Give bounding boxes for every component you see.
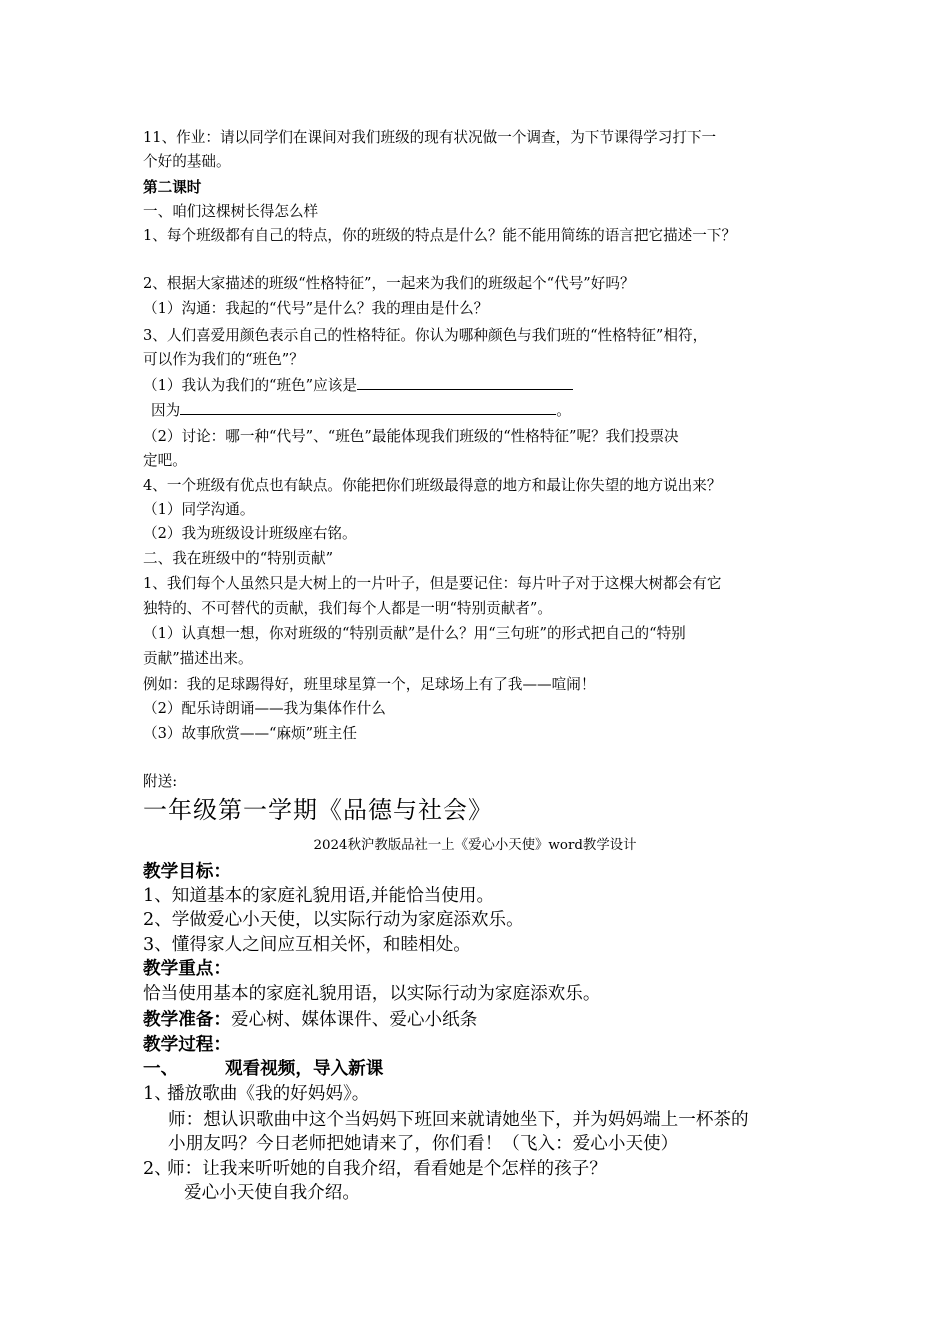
question-4-1: （1）同学沟通。 (143, 501, 255, 518)
section-one: 一、咱们这棵树长得怎么样 (143, 203, 319, 220)
section-two: 二、我在班级中的“特别贡献” (143, 550, 334, 567)
item-1-teacher-line-1: 师：想认识歌曲中这个当妈妈下班回来就请她坐下，并为妈妈端上一杯茶的 (168, 1110, 749, 1130)
prep-heading: 教学准备： (143, 1009, 231, 1030)
item-2-note: 爱心小天使自我介绍。 (184, 1183, 360, 1203)
question-2: 2、根据大家描述的班级“性格特征”，一起来为我们的班级起个“代号”好吗？ (143, 275, 635, 292)
paragraph-1-1-line-1: （1）认真想一想，你对班级的“特别贡献”是什么？用“三句班”的形式把自己的“特别 (143, 625, 686, 642)
question-3-reason-text: 因为 (151, 402, 181, 419)
appendix-label: 附送: (143, 773, 178, 790)
goal-1: 1、知道基本的家庭礼貌用语,并能恰当使用。 (143, 886, 495, 906)
question-4: 4、一个班级有优点也有缺点。你能把你们班级最得意的地方和最让你失望的地方说出来？ (143, 477, 722, 494)
prep-text: 爱心树、媒体课件、爱心小纸条 (230, 1010, 478, 1030)
item-2 (143, 1157, 607, 1181)
item-1-text: 播放歌曲《我的好妈妈》。 (167, 1084, 370, 1104)
item-2-number: 2、 (143, 1159, 172, 1179)
question-3-line-1: 3、人们喜爱用颜色表示自己的性格特征。你认为哪种颜色与我们班的“性格特征”相符， (143, 327, 708, 344)
paragraph-1-line-1: 1、我们每个人虽然只是大树上的一片叶子，但是要记住：每片叶子对于这棵大树都会有它 (143, 575, 722, 592)
fill-blank-reason[interactable] (180, 400, 556, 415)
question-3-1-text: （1）我认为我们的“班色”应该是 (143, 377, 357, 394)
step-1 (143, 1057, 383, 1081)
fill-blank-color[interactable] (357, 375, 573, 390)
paragraph-1-line-2: 独特的、不可替代的贡献，我们每个人都是一明“特别贡献者”。 (143, 600, 552, 617)
reason-end: 。 (556, 402, 571, 419)
item-1 (143, 1082, 369, 1106)
question-3-2-line-1: （2）讨论：哪一种“代号”、“班色”最能体现我们班级的“性格特征”呢？我们投票决 (143, 428, 679, 445)
question-2-1: （1）沟通：我起的“代号”是什么？我的理由是什么？ (143, 300, 489, 317)
question-3-line-2: 可以作为我们的“班色”？ (143, 351, 304, 368)
lesson-heading: 第二课时 (143, 179, 202, 196)
goal-2: 2、学做爱心小天使，以实际行动为家庭添欢乐。 (143, 910, 524, 930)
goal-3: 3、懂得家人之间应互相关怀，和睦相处。 (143, 935, 471, 955)
key-heading: 教学重点： (143, 958, 231, 979)
goals-heading: 教学目标： (143, 861, 231, 882)
question-3-2-line-2: 定吧。 (143, 452, 187, 469)
question-1: 1、每个班级都有自己的特点，你的班级的特点是什么？能不能用简练的语言把它描述一下？ (143, 227, 737, 244)
paragraph-1-2: （2）配乐诗朗诵——我为集体作什么 (143, 700, 386, 717)
question-4-2: （2）我为班级设计班级座右铭。 (143, 525, 357, 542)
paragraph-1-3: （3）故事欣赏——“麻烦”班主任 (143, 725, 357, 742)
prep-line (143, 1008, 477, 1032)
question-3-1 (143, 375, 573, 396)
item-2-text: 师：让我来听听她的自我介绍，看看她是个怎样的孩子？ (167, 1159, 607, 1179)
step-1-number: 一、 (143, 1058, 179, 1079)
homework-line-2: 个好的基础。 (143, 153, 231, 170)
process-heading: 教学过程： (143, 1034, 231, 1055)
appendix-title: 一年级第一学期《品德与社会》 (143, 796, 493, 824)
key-text: 恰当使用基本的家庭礼貌用语，以实际行动为家庭添欢乐。 (143, 984, 601, 1004)
question-3-reason (151, 400, 571, 421)
paragraph-1-1-line-2: 贡献”描述出来。 (143, 650, 253, 667)
step-1-text: 观看视频，导入新课 (225, 1058, 384, 1079)
item-1-number: 1、 (143, 1084, 172, 1104)
item-1-teacher-line-2: 小朋友吗？今日老师把她请来了，你们看！（飞入：爱心小天使） (168, 1134, 679, 1154)
example-line: 例如：我的足球踢得好，班里球星算一个，足球场上有了我——喧闹！ (143, 676, 596, 693)
appendix-subtitle: 2024秋沪教版品社一上《爱心小天使》word教学设计 (313, 838, 637, 853)
homework-line-1: 11、作业：请以同学们在课间对我们班级的现有状况做一个调查，为下节课得学习打下一 (143, 129, 717, 146)
